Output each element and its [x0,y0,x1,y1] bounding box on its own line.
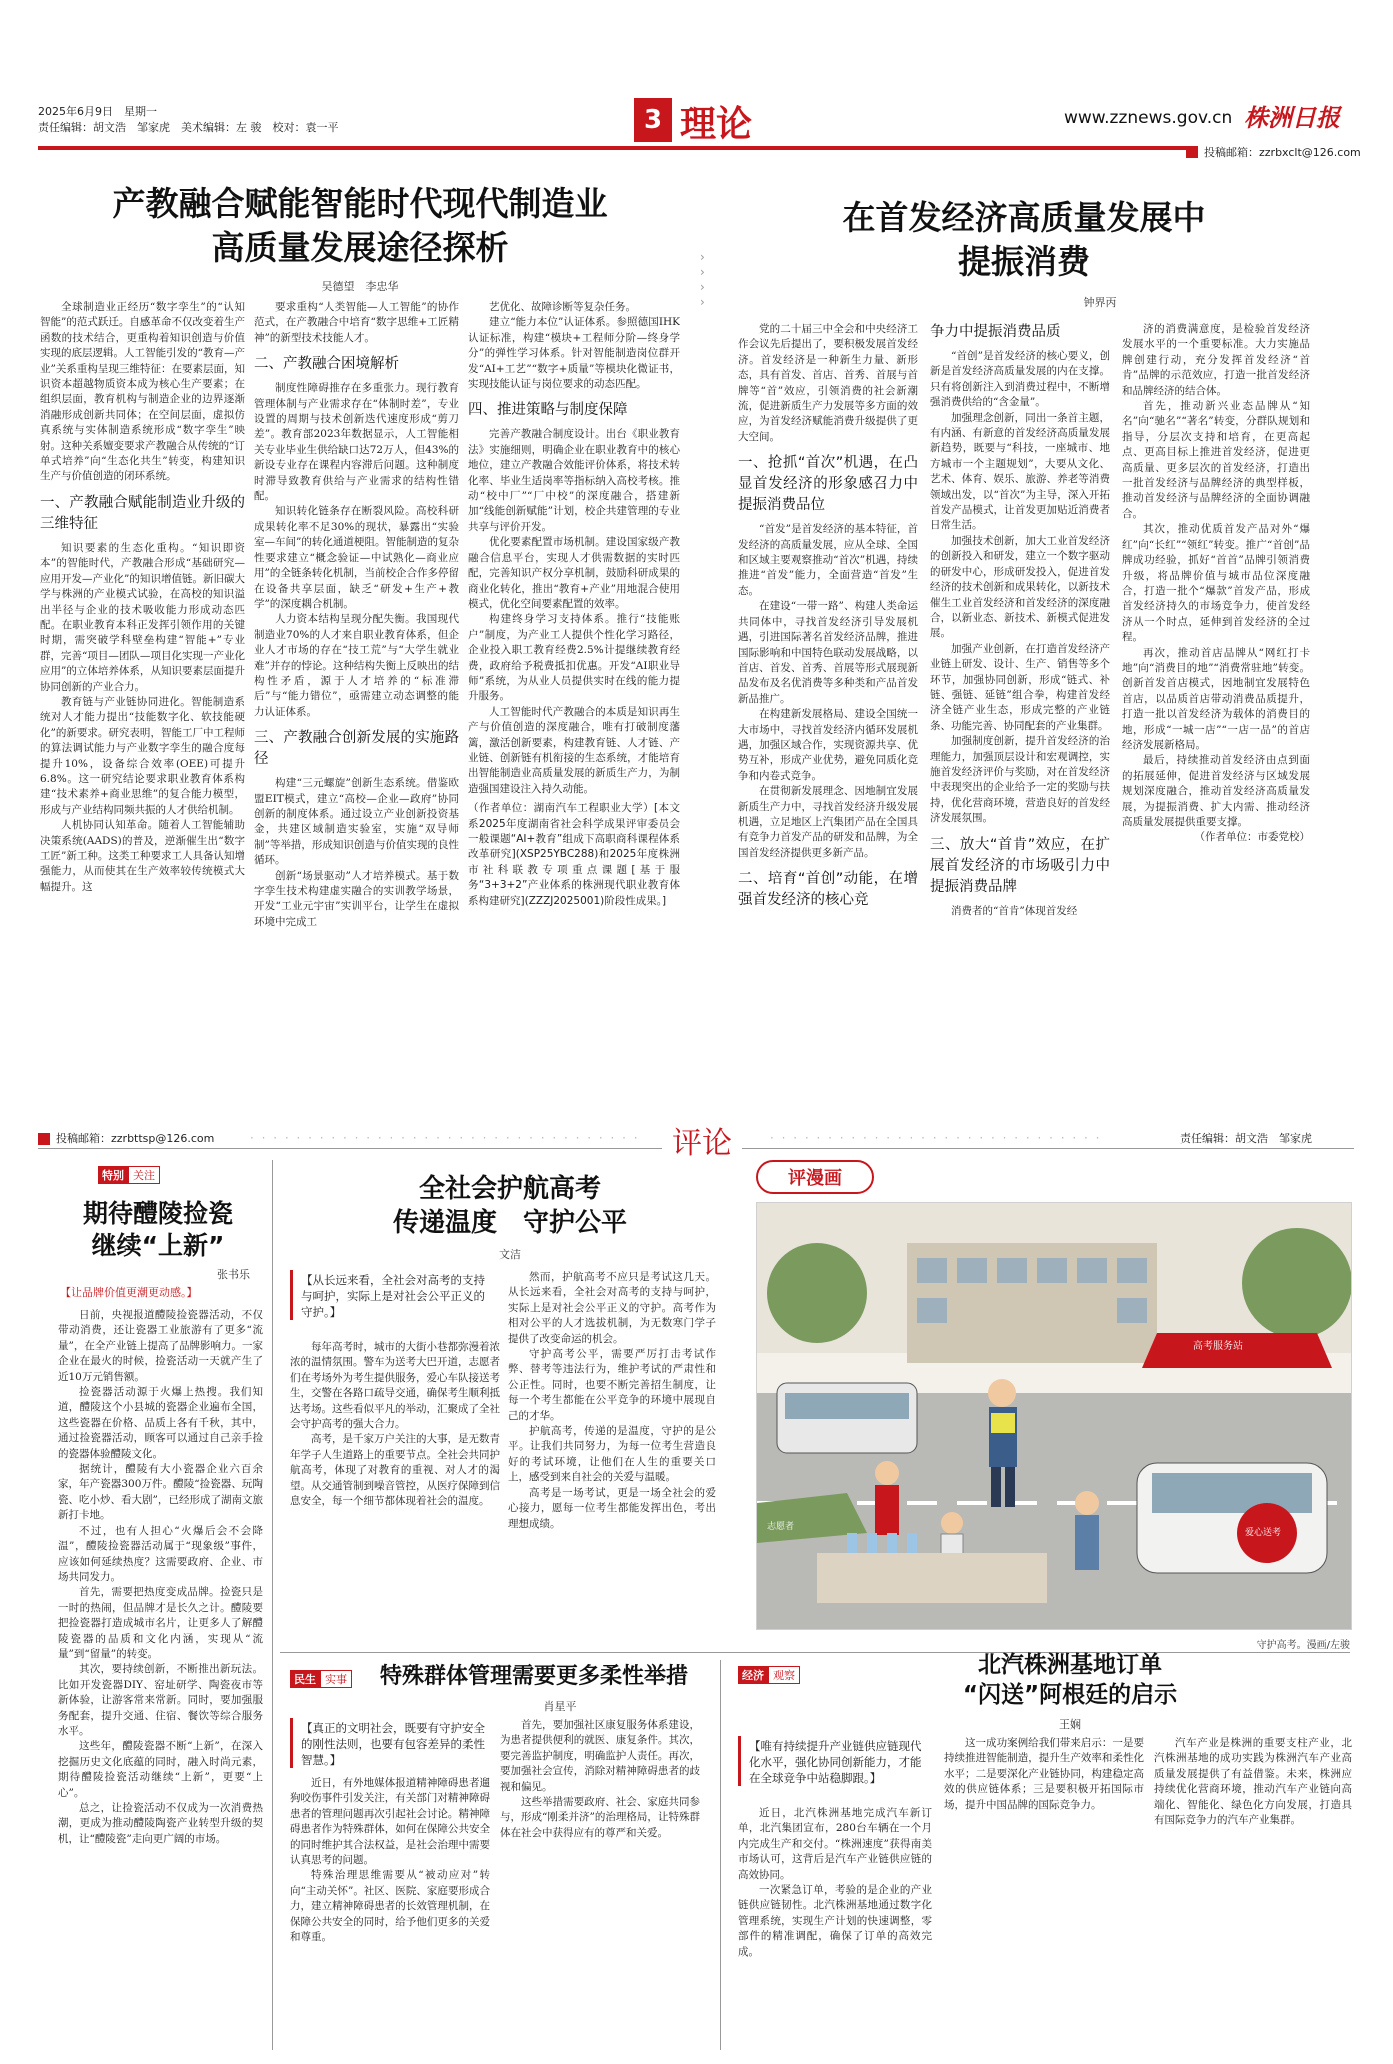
decorative-dots-left: · · · · · · · · · · · · · · · · · · · · · · · · · · · · · · · · · · [250,1131,640,1145]
jingji-tag [738,1666,800,1684]
special-lead: 【让品牌价值更潮更动感。】 [60,1286,198,1299]
article2-title-line1: 在首发经济高质量发展中 [842,198,1206,237]
gaokao-author: 文洁 [499,1248,521,1261]
paragraph: 这些举措需要政府、社会、家庭共同参与，形成“刚柔并济”的治理格局，让特殊群体在社会中获得应有的尊严和关爱。 [500,1796,700,1839]
paragraph: 不过，也有人担心“火爆后会不会降温”，醴陵捡瓷器活动属于“现象级”事件，应该如何延续热度？这需要政府、企业、市场共同发力。 [58,1524,263,1583]
article2-title [724,196,1324,284]
paragraph: 加强理念创新，同出一条首主题，有内涵、有新意的首发经济高质量发展新趋势，既要与“科技，一座城市、地方城市一个主题规划”，大要从文化、艺术、体育、娱乐、旅游、养老等消费领域出发，以“首次”为主导，深入开拓首发产品模式，让首发更加贴近消费者日常生活。 [930,411,1110,532]
gaokao-title [290,1172,730,1240]
column-divider [720,1660,721,2050]
section-heading: 三、放大“首肯”效应，在扩展首发经济的市场吸引力中提振消费品牌 [930,836,1110,895]
jingji-column-3 [1154,1736,1352,2048]
review-email[interactable]: 投稿邮箱：zzrbttsp@126.com [56,1132,215,1145]
article2-column-3 [1122,322,1310,1120]
article2-column-2 [930,322,1110,1120]
paragraph: 人工智能时代产教融合的本质是知识再生产与价值创造的深度融合，唯有打破制度藩篱，激活创新要素，构建教育链、人才链、产业链、创新链有机衔接的生态系统，才能培育出智能制造业高质量发展的新质生产力，为制造强国建设注入持久动能。 [468,705,680,795]
cartoon-sign-volunteer: 志愿者 [767,1522,795,1532]
paragraph: 要求重构“人类智能—人工智能”的协作范式，在产教融合中培育“数字思维+工匠精神”的新型技术技能人才。 [254,301,459,344]
paragraph: 这一成功案例给我们带来启示：一是要持续推进智能制造，提升生产效率和柔性化水平；二是要深化产业链协同，构建稳定高效的供应链体系；三是要积极开拓国际市场，提升中国品牌的国际竞争力。 [944,1737,1144,1811]
jingji-author: 王娴 [1059,1718,1081,1731]
page-editors: 责任编辑：胡文浩 邹家虎 美术编辑：左 骏 校对：袁一平 [38,121,339,134]
paragraph: 建立“能力本位”认证体系。参照德国IHK认证标准，构建“模块+工程师分阶—终身学分”的弹性学习体系。针对智能制造岗位群开发“AI+工艺”“数字+质量”等模块化微证书，实现技能认证与岗位要求的动态匹配。 [468,316,680,391]
special-title-line2: 继续“上新” [91,1231,225,1260]
cartoon-sign-service: 高考服务站 [1193,1341,1243,1352]
cartoon-sign-car: 爱心送考 [1245,1528,1282,1538]
minsheng-column-2 [500,1718,700,2048]
section-heading: 一、产教融合赋能制造业升级的三维特征 [40,494,245,532]
divider-arrows-icon: › › › › [700,250,705,309]
paragraph: 教育链与产业链协同进化。智能制造系统对人才能力提出“技能数字化、软技能硬化”的新要求。研究表明，智能工厂中工程师的算法调试能力与产业数字孪生的融合度每提升10%，设备综合效率(OEE)可提升6.8%。这一研究结论要求职业教育体系构建“技术素养+商业思维”的复合能力模型，形成与产业结构同频共振的人才供给机制。 [40,695,245,816]
cartoon-badge: 评漫画 [756,1160,874,1194]
review-editors: 责任编辑：胡文浩 邹家虎 [1180,1132,1312,1145]
article1-title-line2: 高质量发展途径探析 [211,228,509,267]
paragraph: 制度性障碍推存在多重张力。现行教育管理体制与产业需求存在“体制时差”，专业设置的周期与技术创新迭代速度形成“剪刀差”。教育部2023年数据显示，人工智能相关专业毕业生供给缺口达72万人，但43%的新设专业存在课程内容滞后问题。这种制度时滞导致教育供给与产业需求的结构性错配。 [254,382,459,503]
paragraph: 济的消费满意度，是检验首发经济发展水平的一个重要标准。大力实施品牌创建行动，充分发挥首发经济“首肯”品牌的示范效应，打造一批首发经济和品牌经济的结合体。 [1122,323,1310,397]
article2-author: 钟界丙 [1083,296,1117,309]
article1-column-1 [40,300,245,1120]
paragraph: 人力资本结构呈现分配失衡。我国现代制造业70%的人才来自职业教育体系，但企业人才市场的存在“技工荒”与“大学生就业难”并存的悖论。这种结构失衡上反映出的结构性矛盾，源于人才培养的“标准滞后”与“能力错位”，亟需建立动态调整的能力认证体系。 [254,613,459,718]
paragraph: 首先，要加强社区康复服务体系建设，为患者提供便利的就医、康复条件。其次，要完善监护制度，明确监护人责任。再次，要加强社会宣传，消除对精神障碍患者的歧视和偏见。 [500,1719,700,1793]
paragraph: 完善产教融合制度设计。出台《职业教育法》实施细则，明确企业在职业教育中的核心地位，建立产教融合效能评价体系，将技术转化率、毕业生适岗率等指标纳入高校考核。推动“校中厂”“厂中校”的深度融合，搭建新加“线能创新赋能”计划，校企共建管理的专业共享与评价开发。 [468,428,680,533]
article1-title-line1: 产教融合赋能智能时代现代制造业 [112,184,608,223]
minsheng-quote: 【真正的文明社会，既要有守护安全的刚性法则，也要有包容差异的柔性智慧。】 [290,1718,490,1768]
email-marker-icon [38,1133,50,1145]
paragraph: 构建“三元螺旋”创新生态系统。借鉴欧盟EIT模式，建立“高校—企业—政府”协同创新的制度体系。通过设立产业创新投资基金，共建区域制造实验室，实施“双导师制”等举措，形成知识创造与价值实现的良性循环。 [254,777,459,867]
special-title-line1: 期待醴陵捡瓷 [82,1199,233,1228]
section-title: 理论 [680,104,753,145]
column-divider [272,1160,273,2050]
submission-email[interactable]: 投稿邮箱：zzrbxclt@126.com [1204,146,1361,159]
article1-author-note: （作者单位：湖南汽车工程职业大学）[本文系2025年度湖南省社会科学成果评审委员会一般课题“AI+教育”组成下高职商科课程体系改革研究](XSP25YBC288)和2025年度株洲市社科联教专项重点课题[基于服务“3+3+2”产业体系的株洲现代职业教育体系构建研究](ZZZJ2025001)阶段性成果。] [468,802,680,907]
tag-secondary: 关注 [128,1166,160,1184]
jingji-title-line2: “闪送”阿根廷的启示 [962,1682,1178,1708]
paragraph: 守护高考公平，需要严厉打击考试作弊、替考等违法行为，维护考试的严肃性和公正性。同时，也要不断完善招生制度，让每一个考生都能在公平竞争的环境中展现自己的才华。 [508,1348,716,1422]
paragraph: 知识转化链条存在断裂风险。高校科研成果转化率不足30%的现状，暴露出“实验室—车间”的转化通道梗阻。智能制造的复杂性要求建立“概念验证—中试熟化—商业应用”的全链条转化机制，当前校企合作多停留在设备共享层面，缺乏“研发+生产+教学”的深度耦合机制。 [254,505,459,610]
paragraph: 在贯彻新发展理念、因地制宜发展新质生产力中，寻找首发经济升级发展机遇，立足地区上汽集团产品在全国具有竞争力首发产品的研发和品牌，为全国首发经济提供更多新产品。 [738,785,918,859]
header-rule [38,146,1194,150]
paragraph: 近日，有外地媒体报道精神障碍患者遛狗咬伤事件引发关注，有关部门对精神障碍患者的管理问题再次引起社会讨论。精神障碍患者作为特殊群体，如何在保障公共安全的同时维护其合法权益，是社会治理中需要认真思考的问题。 [290,1777,490,1867]
section-number: 3 [634,98,672,142]
section-heading: 二、产教融合困境解析 [254,356,399,373]
gaokao-title-line1: 全社会护航高考 [418,1174,601,1204]
paragraph: “首创”是首发经济的核心要义，创新是首发经济高质量发展的内在支撑。只有将创新注入到消费过程中，不断增强消费供给的“含金量”。 [930,350,1110,409]
paragraph: 每年高考时，城市的大街小巷都弥漫着浓浓的温情氛围。警车为送考大巴开道，志愿者们在考场外为考生提供服务，爱心车队接送考生，交警在各路口疏导交通，确保考生顺利抵达考场。这些看似平凡的举动，汇聚成了全社会守护高考的强大合力。 [290,1341,500,1431]
paragraph: 护航高考，传递的是温度，守护的是公平。让我们共同努力，为每一位考生营造良好的考试环境，让他们在人生的重要关口上，感受到来自社会的关爱与温暖。 [508,1425,716,1484]
article1-authors: 吴德望 李忠华 [321,280,399,293]
paragraph: 据统计，醴陵有大小瓷器企业六百余家，年产瓷器300万件。醴陵“捡瓷器、玩陶瓷、吃小炒、看大剧”，已经形成了湖南文旅新打卡地。 [58,1463,263,1522]
cartoon-illustration [756,1202,1352,1630]
paragraph: 加强技术创新，加大工业首发经济的创新投入和研发，建立一个数字驱动的研发中心，形成研发投入，促进首发经济的技术创新和成果转化，以新技术催生工业首发经济和首发经济的深度融合，以新业态、新技术、新模式促进发展。 [930,534,1110,640]
article2-title-line2: 提振消费 [958,242,1090,281]
paragraph: 构建终身学习支持体系。推行“技能账户”制度，为产业工人提供个性化学习路径，企业投入职工教育经费2.5%计提继续教育经费，政府给予税费抵扣优惠。开发“AI职业导师”系统，为从业人员提供实时在线的能力提升服务。 [468,613,680,703]
paragraph: 在构建新发展格局、建设全国统一大市场中，寻找首发经济内循环发展机遇，加强区域合作，实现资源共享、优势互补，形成产业优势，避免同质化竞争和内卷式竞争。 [738,708,918,782]
paragraph: 首先，推动新兴业态品牌从“知名”向“驰名”“著名”转变，分群队规划和指导，分层次支持和培育，在更高起点、更高目标上推进首发经济，促进更高质量、更多层次的首发经济，打造出一批首发经济与品牌经济的典型样板，推动首发经济与品牌经济的全面协调融合。 [1122,400,1310,520]
jingji-column-1 [738,1806,932,2048]
gaokao-quote: 【从长远来看，全社会对高考的支持与呵护，实际上是对社会公平正义的守护。】 [290,1270,490,1320]
paragraph: 知识要素的生态化重构。“知识即资本”的智能时代，产教融合形成“基础研究—应用开发—产业化”的知识增值链。新旧碳大学与株洲的产业模式试验，在高校的知识溢出半径与企业的技术吸收能力形成动态匹配。在职业教育本科正发挥引领作用的关键时期，需突破学科壁垒构建“智能+”专业群，完善“项目—团队—项目化实现一产业化应用”的立体培养体系，从知识要素层面提升协同创新的产业合力。 [40,541,245,693]
paragraph: 捡瓷器活动源于火爆上热搜。我们知道，醴陵这个小县城的瓷器企业遍布全国，这些瓷器在价格、品质上各有千秋，其中，通过捡瓷器活动，顾客可以通过自己亲手捡的瓷器体验醴陵文化。 [58,1386,263,1460]
paragraph: 日前，央视报道醴陵捡瓷器活动，不仅带动消费，还让瓷器工业旅游有了更多“流量”，在全产业链上提高了品牌影响力。一家企业在最火的时候，捡瓷活动一天就产生了近10万元销售额。 [58,1309,263,1383]
special-author: 张书乐 [217,1268,250,1281]
paragraph: 一次紧急订单，考验的是企业的产业链供应链韧性。北汽株洲基地通过数字化管理系统，实现生产计划的快速调整，零部件的精准调配，确保了订单的高效完成。 [738,1884,932,1958]
section-heading: 三、产教融合创新发展的实施路径 [254,730,459,768]
cartoon-caption: 守护高考。漫画/左骏 [1256,1640,1350,1651]
paragraph: 再次，推动首店品牌从“网红打卡地”向“消费目的地”“消费常驻地”转变。创新首发首店模式，因地制宜发展特色首店，以品质首店带动消费品质提升，打造一批以首发经济为载体的消费目的地，形成“一城一店”“一店一品”的首店经济发展新格局。 [1122,646,1310,751]
special-body [58,1308,263,2048]
cartoon-scene-icon [757,1203,1352,1630]
paragraph: 人机协同认知革命。随着人工智能辅助决策系统(AADS)的普及，逆渐催生出“数字工匠”新工种。这类工种要求工人具备认知增强能力，从而使其在生产效率较传统模式大幅提升。这 [40,819,245,893]
section-heading: 四、推进策略与制度保障 [468,402,628,419]
paragraph: 加强制度创新，提升首发经济的治理能力，加强顶层设计和宏观调控，实施首发经济评价与奖励，对在首发经济中表现突出的企业给予一定的奖励与扶持，优化营商环境，营造良好的首发经济发展氛围。 [930,735,1110,825]
minsheng-tag [290,1670,352,1688]
paragraph: 这些年，醴陵瓷器不断“上新”，在深入挖掘历史文化底蕴的同时，融入时尚元素，期待醴陵捡瓷活动继续“上新”，更要“上心”。 [58,1740,263,1799]
minsheng-column-1 [290,1776,490,2048]
newspaper-logo: 株洲日报 [1244,103,1340,132]
website-url[interactable]: www.zznews.gov.cn [1064,108,1233,128]
decorative-dots-right: · · · · · · · · · · · · · · · · · · · · · · · · · · · · · [770,1131,1102,1145]
paragraph: 优化要素配置市场机制。建设国家级产教融合信息平台，实现人才供需数据的实时匹配，完善知识产权分享机制，鼓励科研成果的商业化转化，推出“教育+产业”用地混合使用模式，优化空间要素配置的效率。 [468,536,680,610]
section-heading: 二、培育“首创”动能，在增强首发经济的核心竞 [738,871,918,909]
paragraph: 总之，让捡瓷活动不仅成为一次消费热潮，更成为推动醴陵陶瓷产业转型升级的契机，让“醴陵瓷”走向更广阔的市场。 [58,1802,263,1845]
paragraph: 艺优化、故障诊断等复杂任务。 [489,301,636,313]
paragraph: 特殊治理思维需要从“被动应对”转向“主动关怀”。社区、医院、家庭要形成合力，建立精神障碍患者的长效管理机制，在保障公共安全的同时，给予他们更多的关爱和尊重。 [290,1869,490,1944]
article1-column-3 [468,300,680,1120]
paragraph: 最后，持续推动首发经济由点到面的拓展延伸，促进首发经济与区域发展规划深度融合，推动首发经济高质量发展，为提振消费、扩大内需、推动经济高质量发展提供重要支撑。 [1122,754,1310,828]
gaokao-column-2 [508,1270,716,1600]
paragraph: 在建设“一带一路”、构建人类命运共同体中，寻找首发经济引导发展机遇，引进国际著名首发经济品牌，推进国际影响和中国特色联动发展战略，以首店、首发、首秀、首展等形式展现新品发布及名优消费等多种类和产品首发新品推广。 [738,600,918,705]
paragraph: 全球制造业正经历“数字孪生”的“认知智能”的范式跃迁。自感革命不仅改变着生产函数的技术结合，更重构着知识创造与价值实现的底层逻辑。人工智能引发的“教育—产业”关系重构呈现三维特征：在要素层面，知识资本超越物质资本成为核心生产要素；在组织层面，教育机构与制造企业的边界逐渐消融形成创新共同体；在空间层面，虚拟仿真系统与实体制造系统形成“数字孪生”映射。这种关系嬗变要求产教融合从传统的“订单式培养”向“生态化共生”转变，构建知识生产与价值创造的闭环系统。 [40,301,245,483]
jingji-title [900,1650,1240,1710]
minsheng-title: 特殊群体管理需要更多柔性举措 [380,1664,689,1689]
paragraph: 其次，推动优质首发产品对外“爆红”向“长红”“领红”转变。推广“首创”品牌成功经验，抓好“首首”品牌引领消费升级，将品牌价值与城市品位深度融合，打造一批个“爆款”首发产品，形成首发经济持久的市场竞争力，使首发经济从一个时点，延伸到首发经济的全过程。 [1122,523,1310,644]
section-heading-continued: 争力中提振消费品质 [930,324,1061,340]
paragraph: 汽车产业是株洲的重要支柱产业，北汽株洲基地的成功实践为株洲汽车产业高质量发展提供了有益借鉴。未来，株洲应持续优化营商环境，推动汽车产业链向高端化、智能化、绿色化方向发展，打造具有国际竞争力的汽车产业集群。 [1154,1737,1352,1827]
paragraph: 首先，需要把热度变成品牌。捡瓷只是一时的热闹，但品牌才是长久之计。醴陵要把捡瓷器打造成城市名片，让更多人了解醴陵瓷器的品质和文化内涵，实现从“流量”到“留量”的转变。 [58,1586,263,1660]
article2-column-1 [738,322,918,1120]
special-tag [98,1166,160,1184]
tag-secondary: 实事 [320,1670,352,1688]
paragraph: 加强产业创新，在打造首发经济产业链上研发、设计、生产、销售等多个环节，加强协同创新，形成“链式、补链、强链、延链”组合拳，构建首发经济全链产业生态，形成完整的产业链条、功能完善、协同配套的产业集群。 [930,642,1110,732]
paragraph: 高考是一场考试，更是一场全社会的爱心接力，愿每一位考生都能发挥出色，考出理想成绩。 [508,1486,716,1530]
minsheng-author: 肖星平 [543,1700,577,1713]
paragraph: “首发”是首发经济的基本特征，首发经济的高质量发展，应从全球、全国和区域主要观察推动“首次”机遇，持续推进“首发”能力，全面营造“首发”生态。 [738,523,918,597]
jingji-quote: 【唯有持续提升产业链供应链现代化水平，强化协同创新能力，才能在全球竞争中站稳脚跟。】 [738,1736,932,1786]
issue-date: 2025年6月9日 星期一 [38,105,157,118]
gaokao-title-line2: 传递温度 守护公平 [392,1208,627,1238]
paragraph: 然而，护航高考不应只是考试这几天。从长远来看，全社会对高考的支持与呵护，实际上是对社会公平正义的守护。高考作为相对公平的人才选拔机制，为无数寒门学子提供了改变命运的机会。 [508,1271,716,1345]
article2-author-note: （作者单位：市委党校） [1194,831,1310,844]
paragraph: 创新“场景驱动”人才培养模式。基于数字孪生技术构建虚实融合的实训教学场景，开发“工业元宇宙”实训平台，让学生在虚拟环境中完成工 [254,869,459,928]
jingji-column-2 [944,1736,1144,2048]
review-section-title: 评论 [662,1118,742,1162]
gaokao-column-1a [290,1340,500,1600]
paragraph: 党的二十届三中全会和中央经济工作会议先后提出了，要积极发展首发经济。首发经济是一种新生力量、新形态，具有首发、首店、首秀、首展与首牌等“首”效应，引领消费的社会新潮流，促进新质生产力发展等多方面的效应，为首发经济赋能消费升级提供了更大空间。 [738,323,918,443]
paragraph: 高考，是千家万户关注的大事，是无数青年学子人生道路上的重要节点。全社会共同护航高考，体现了对教育的重视、对人才的渴望。从交通管制到噪音管控，从医疗保障到信息安全，每一个细节都体现着社会的温度。 [290,1433,500,1508]
tag-primary: 经济 [738,1666,768,1684]
article1-column-2 [254,300,459,1120]
special-title [58,1198,258,1262]
tag-primary: 特别 [98,1166,128,1184]
article1-title [40,182,680,270]
jingji-title-line1: 北汽株洲基地订单 [978,1652,1162,1678]
paragraph: 近日，北汽株洲基地完成汽车新订单，北汽集团宣布，280台车辆在一个月内完成生产和交付。“株洲速度”获得南美市场认可，这背后是汽车产业链供应链的高效协同。 [738,1807,932,1881]
tag-secondary: 观察 [768,1666,800,1684]
email-marker-icon [1186,146,1198,158]
paragraph: 消费者的“首肯”体现首发经 [951,904,1078,917]
paragraph: 其次，要持续创新，不断推出新玩法。比如开发瓷器DIY、窑址研学、陶瓷夜市等新体验，让游客常来常新。同时，要加强服务配套，提升交通、住宿、餐饮等综合服务水平。 [58,1663,263,1737]
section-heading: 一、抢抓“首次”机遇，在凸显首发经济的形象感召力中提振消费品位 [738,455,918,514]
tag-primary: 民生 [290,1670,320,1688]
